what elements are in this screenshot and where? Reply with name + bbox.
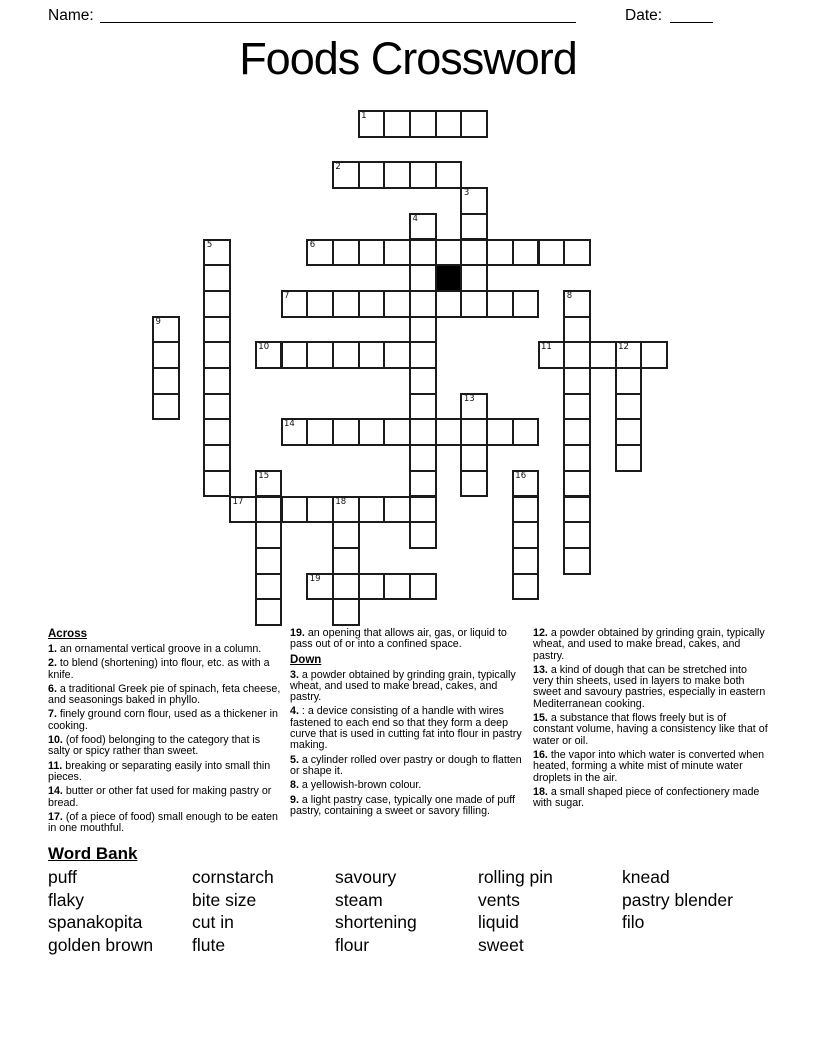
- grid-cell[interactable]: [203, 316, 231, 344]
- grid-cell[interactable]: [563, 239, 591, 267]
- grid-cell[interactable]: [203, 341, 231, 369]
- grid-cell[interactable]: [409, 521, 437, 549]
- grid-cell[interactable]: [563, 444, 591, 472]
- clue-14: 14. butter or other fat used for making pastry or bread.: [48, 785, 272, 809]
- grid-cell[interactable]: [563, 341, 591, 369]
- grid-cell[interactable]: [615, 444, 643, 472]
- clue-number: 8.: [290, 779, 299, 792]
- clue-number: 2.: [48, 657, 57, 670]
- cell-number: 16: [515, 470, 527, 481]
- grid-cell[interactable]: [409, 470, 437, 498]
- grid-cell[interactable]: [409, 290, 437, 318]
- grid-cell[interactable]: [460, 470, 488, 498]
- clue-12: 12. a powder obtained by grinding grain, typically wheat, and used to make bread, cakes, and pastry.: [533, 627, 765, 662]
- clue-number: 19.: [290, 627, 305, 639]
- word-bank-item: sweet: [478, 935, 524, 956]
- clue-number: 6.: [48, 682, 57, 695]
- grid-cell[interactable]: [383, 418, 411, 446]
- clue-number: 5.: [290, 753, 299, 766]
- word-bank-item: golden brown: [48, 935, 154, 956]
- grid-cell[interactable]: [203, 444, 231, 472]
- grid-cell[interactable]: [460, 290, 488, 318]
- grid-cell[interactable]: [203, 470, 231, 498]
- grid-cell[interactable]: [409, 161, 437, 189]
- word-bank-item: flute: [192, 935, 226, 956]
- grid-cell[interactable]: [409, 418, 437, 446]
- grid-cell[interactable]: [615, 393, 643, 421]
- grid-cell[interactable]: [358, 573, 386, 601]
- grid-cell[interactable]: [306, 573, 334, 601]
- grid-cell[interactable]: [512, 496, 540, 524]
- grid-cell[interactable]: [255, 573, 283, 601]
- grid-cell[interactable]: [383, 573, 411, 601]
- clue-number: 9.: [290, 793, 299, 806]
- grid-cell[interactable]: [383, 110, 411, 138]
- cell-number: 6: [309, 239, 316, 250]
- word-bank-item: puff: [48, 867, 77, 887]
- word-bank-item: flaky: [48, 889, 84, 910]
- grid-cell[interactable]: [203, 290, 231, 318]
- grid-cell[interactable]: [255, 521, 283, 549]
- grid-cell[interactable]: [409, 264, 437, 292]
- grid-cell[interactable]: [409, 393, 437, 421]
- down-heading: Down: [290, 653, 322, 666]
- grid-cell[interactable]: [409, 341, 437, 369]
- word-bank-heading: Word Bank: [48, 844, 138, 863]
- grid-cell[interactable]: [409, 496, 437, 524]
- grid-cell[interactable]: [563, 393, 591, 421]
- grid-cell[interactable]: [383, 239, 411, 267]
- cell-number: 9: [155, 316, 161, 327]
- grid-cell[interactable]: [435, 239, 463, 267]
- cell-number: 10: [258, 342, 270, 353]
- cell-number: 2: [335, 162, 341, 173]
- cell-number: 12: [618, 342, 629, 353]
- clue-16: 16. the vapor into which water is converted when heated, forming a white mist of minute water droplets in the air.: [533, 748, 765, 784]
- word-bank-column: [622, 866, 733, 934]
- grid-cell[interactable]: [152, 367, 180, 395]
- clue-8: 8. a yellowish-brown colour.: [290, 779, 422, 792]
- cell-number: 13: [463, 393, 475, 404]
- grid-cell[interactable]: [306, 341, 334, 369]
- grid-cell[interactable]: [409, 213, 437, 241]
- grid-cell[interactable]: [615, 418, 643, 446]
- date-label: Date:: [625, 7, 663, 24]
- grid-cell[interactable]: [409, 239, 437, 267]
- grid-cell[interactable]: [512, 418, 540, 446]
- grid-cell[interactable]: [563, 290, 591, 318]
- word-bank-item: shortening: [335, 912, 417, 933]
- grid-cell[interactable]: [332, 161, 360, 189]
- grid-cell[interactable]: [409, 444, 437, 472]
- grid-cell[interactable]: [563, 316, 591, 344]
- grid-cell[interactable]: [512, 521, 540, 549]
- clue-17: 17. (of a piece of food) small enough to be eaten in one mouthful.: [48, 810, 278, 835]
- word-bank-column: [335, 866, 417, 957]
- grid-cell[interactable]: [358, 161, 386, 189]
- grid-cell[interactable]: [306, 418, 334, 446]
- clue-5: 5. a cylinder rolled over pastry or dough to flatten or shape it.: [290, 753, 522, 777]
- grid-cell[interactable]: [358, 341, 386, 369]
- across-heading: Across: [48, 628, 87, 640]
- clue-number: 15.: [533, 712, 548, 725]
- grid-cell[interactable]: [332, 573, 360, 601]
- word-bank-item: cut in: [192, 912, 234, 933]
- grid-cell[interactable]: [460, 187, 488, 215]
- grid-cell[interactable]: [203, 393, 231, 421]
- clue-2: 2. to blend (shortening) into flour, etc. as with a knife.: [48, 657, 270, 681]
- grid-cell[interactable]: [203, 239, 231, 267]
- grid-cell[interactable]: [615, 341, 643, 369]
- clue-number: 13.: [533, 663, 548, 676]
- cell-number: 4: [412, 213, 418, 224]
- grid-cell[interactable]: [512, 470, 540, 498]
- word-bank-item: spanakopita: [48, 912, 143, 933]
- word-bank-column: [478, 866, 553, 957]
- clue-4: 4. : a device consisting of a handle with wires fastened to each end so that they form a deep curve that is used in cutting fat into flour in pastry making.: [290, 705, 522, 752]
- grid-cell[interactable]: [589, 341, 617, 369]
- grid-cell[interactable]: [435, 418, 463, 446]
- grid-cell[interactable]: [332, 496, 360, 524]
- word-bank-item: knead: [622, 867, 670, 887]
- grid-cell[interactable]: [152, 341, 180, 369]
- cell-number: 19: [309, 573, 321, 584]
- crossword-grid: [152, 110, 668, 626]
- grid-cell[interactable]: [538, 341, 566, 369]
- grid-cell[interactable]: [332, 239, 360, 267]
- clue-1: 1. an ornamental vertical groove in a column.: [48, 643, 262, 655]
- clue-number: 11.: [48, 759, 63, 772]
- word-bank-item: bite size: [192, 889, 257, 910]
- grid-cell[interactable]: [255, 341, 283, 369]
- clue-number: 12.: [533, 627, 548, 639]
- clue-15: 15. a substance that flows freely but is of constant volume, having a consistency like that of water or oil.: [533, 712, 768, 747]
- word-bank-item: liquid: [478, 912, 519, 933]
- grid-cell[interactable]: [203, 418, 231, 446]
- cell-number: 15: [258, 470, 270, 481]
- grid-cell[interactable]: [409, 367, 437, 395]
- grid-cell[interactable]: [383, 496, 411, 524]
- cell-number: 18: [335, 496, 347, 507]
- grid-cell[interactable]: [383, 290, 411, 318]
- grid-cell[interactable]: [460, 110, 488, 138]
- grid-cell[interactable]: [332, 341, 360, 369]
- grid-cell[interactable]: [563, 418, 591, 446]
- black-cell: [435, 264, 463, 292]
- grid-cell[interactable]: [306, 239, 334, 267]
- grid-cell[interactable]: [332, 547, 360, 575]
- clue-number: 17.: [48, 810, 63, 823]
- grid-cell[interactable]: [563, 521, 591, 549]
- grid-cell[interactable]: [435, 110, 463, 138]
- cell-number: 5: [206, 239, 213, 250]
- grid-cell[interactable]: [332, 598, 360, 626]
- grid-cell[interactable]: [460, 444, 488, 472]
- grid-cell[interactable]: [281, 290, 309, 318]
- clue-19: 19. an opening that allows air, gas, or liquid to pass out of or into a confined space.: [290, 627, 507, 651]
- grid-cell[interactable]: [358, 239, 386, 267]
- grid-cell[interactable]: [358, 110, 386, 138]
- grid-cell[interactable]: [409, 110, 437, 138]
- word-bank-item: filo: [622, 912, 645, 933]
- grid-cell[interactable]: [358, 418, 386, 446]
- grid-cell[interactable]: [563, 547, 591, 575]
- word-bank-item: steam: [335, 889, 383, 910]
- grid-cell[interactable]: [460, 213, 488, 241]
- grid-cell[interactable]: [281, 341, 309, 369]
- grid-cell[interactable]: [358, 496, 386, 524]
- grid-cell[interactable]: [512, 239, 540, 267]
- grid-cell[interactable]: [460, 418, 488, 446]
- grid-cell[interactable]: [383, 341, 411, 369]
- grid-cell[interactable]: [306, 496, 334, 524]
- grid-cell[interactable]: [255, 598, 283, 626]
- grid-cell[interactable]: [563, 496, 591, 524]
- clue-column: [533, 628, 769, 812]
- grid-cell[interactable]: [332, 521, 360, 549]
- clue-number: 14.: [48, 785, 63, 798]
- clue-number: 10.: [48, 734, 63, 747]
- clue-number: 18.: [533, 785, 548, 798]
- grid-cell[interactable]: [229, 496, 257, 524]
- grid-cell[interactable]: [460, 239, 488, 267]
- name-label: Name:: [48, 7, 94, 24]
- word-bank-item: flour: [335, 935, 370, 956]
- word-bank-item: cornstarch: [192, 867, 274, 887]
- grid-cell[interactable]: [435, 290, 463, 318]
- grid-cell[interactable]: [486, 290, 514, 318]
- clue-number: 4.: [290, 705, 299, 718]
- grid-cell[interactable]: [152, 316, 180, 344]
- grid-cell[interactable]: [512, 547, 540, 575]
- clue-number: 16.: [533, 748, 548, 761]
- clue-7: 7. finely ground corn flour, used as a thickener in cooking.: [48, 708, 278, 732]
- word-bank-item: rolling pin: [478, 867, 553, 887]
- word-bank-item: pastry blender: [622, 889, 733, 910]
- cell-number: 3: [463, 188, 470, 199]
- grid-cell[interactable]: [281, 418, 309, 446]
- grid-cell[interactable]: [358, 290, 386, 318]
- cell-number: 8: [566, 290, 573, 301]
- cell-number: 11: [541, 342, 552, 353]
- grid-cell[interactable]: [255, 470, 283, 498]
- grid-cell[interactable]: [460, 264, 488, 292]
- cell-number: 1: [361, 111, 367, 121]
- grid-cell[interactable]: [615, 367, 643, 395]
- word-bank-column: [48, 866, 153, 957]
- grid-cell[interactable]: [306, 290, 334, 318]
- grid-cell[interactable]: [563, 367, 591, 395]
- clue-number: 3.: [290, 668, 299, 681]
- grid-cell[interactable]: [512, 290, 540, 318]
- grid-cell[interactable]: [486, 418, 514, 446]
- cell-number: 14: [284, 419, 295, 430]
- clue-number: 7.: [48, 708, 57, 721]
- word-bank-column: [192, 866, 274, 957]
- word-bank-item: vents: [478, 889, 520, 910]
- clue-3: 3. a powder obtained by grinding grain, typically wheat, and used to make bread, cakes, and pastry.: [290, 668, 516, 704]
- grid-cell[interactable]: [203, 264, 231, 292]
- word-bank-item: savoury: [335, 867, 397, 887]
- grid-cell[interactable]: [409, 316, 437, 344]
- grid-cell[interactable]: [538, 239, 566, 267]
- cell-number: 7: [284, 290, 290, 301]
- page-title: Foods Crossword: [239, 33, 577, 84]
- clue-number: 1.: [48, 643, 57, 655]
- clue-9: 9. a light pastry case, typically one made of puff pastry, containing a sweet or savory filling.: [290, 793, 515, 817]
- grid-cell[interactable]: [281, 496, 309, 524]
- grid-cell[interactable]: [512, 573, 540, 601]
- grid-cell[interactable]: [486, 239, 514, 267]
- grid-cell[interactable]: [435, 161, 463, 189]
- grid-cell[interactable]: [255, 496, 283, 524]
- grid-cell[interactable]: [203, 367, 231, 395]
- clue-18: 18. a small shaped piece of confectionery made with sugar.: [533, 785, 760, 810]
- grid-cell[interactable]: [409, 573, 437, 601]
- grid-cell[interactable]: [332, 418, 360, 446]
- clue-11: 11. breaking or separating easily into small thin pieces.: [48, 759, 271, 783]
- name-fill-line[interactable]: [100, 22, 576, 23]
- clue-column: [290, 628, 526, 820]
- clue-10: 10. (of food) belonging to the category that is salty or spicy rather than sweet.: [48, 734, 261, 758]
- grid-cell[interactable]: [152, 393, 180, 421]
- clue-13: 13. a kind of dough that can be stretched into very thin sheets, used in layers to make both sweet and savoury pastries, especially in eastern Mediterranean cooking.: [533, 663, 766, 710]
- date-fill-line[interactable]: [670, 22, 713, 23]
- grid-cell[interactable]: [255, 547, 283, 575]
- grid-cell[interactable]: [383, 161, 411, 189]
- clue-column: [48, 628, 284, 837]
- grid-cell[interactable]: [460, 393, 488, 421]
- grid-cell[interactable]: [332, 290, 360, 318]
- clue-6: 6. a traditional Greek pie of spinach, feta cheese, and seasonings baked in phyllo.: [48, 682, 281, 707]
- grid-cell[interactable]: [640, 341, 668, 369]
- grid-cell[interactable]: [563, 470, 591, 498]
- cell-number: 17: [232, 496, 244, 507]
